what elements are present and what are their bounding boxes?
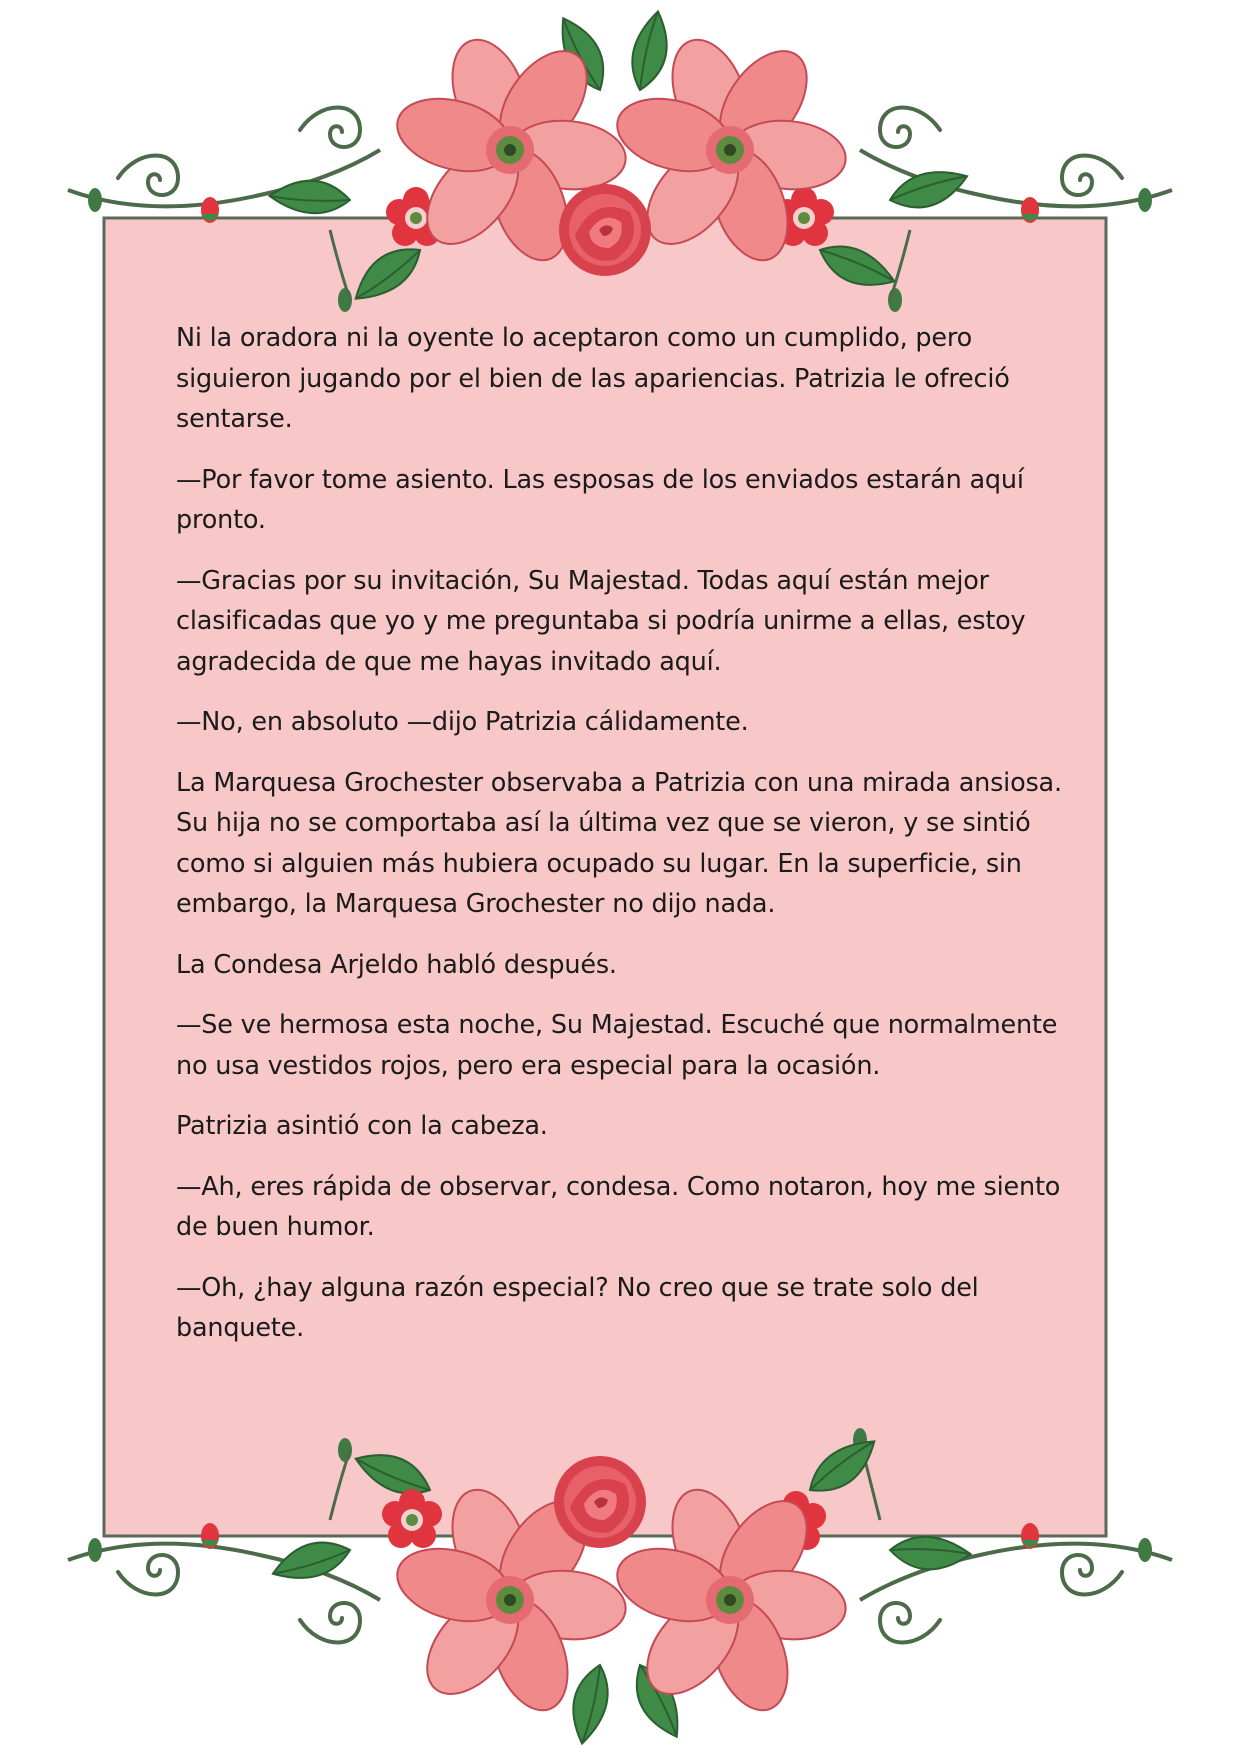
paragraph: —Oh, ¿hay alguna razón especial? No creo que se trate solo del banquete.: [176, 1272, 979, 1343]
paragraph: Ni la oradora ni la oyente lo aceptaron como un cumplido, pero siguieron jugando por el bien de las apariencias. Patrizia le ofreció sentarse.: [176, 323, 1010, 434]
paragraph: La Condesa Arjeldo habló después.: [176, 949, 617, 980]
story-text: [176, 318, 1066, 1369]
paragraph: —No, en absoluto —dijo Patrizia cálidamente.: [176, 707, 749, 737]
paragraph: —Por favor tome asiento. Las esposas de los enviados estarán aquí pronto.: [176, 464, 1024, 535]
paragraph: La Marquesa Grochester observaba a Patrizia con una mirada ansiosa. Su hija no se comportaba así la última vez que se vieron, y se sintió como si alguien más hubiera ocupado su lugar. En la superficie, sin embargo, la Marquesa Grochester no dijo nada.: [176, 767, 1062, 919]
paragraph: Patrizia asintió con la cabeza.: [176, 1111, 548, 1141]
paragraph: —Ah, eres rápida de observar, condesa. Como notaron, hoy me siento de buen humor.: [176, 1171, 1061, 1242]
paragraph: —Se ve hermosa esta noche, Su Majestad. Escuché que normalmente no usa vestidos rojos, pero era especial para la ocasión.: [176, 1010, 1058, 1081]
paragraph: —Gracias por su invitación, Su Majestad. Todas aquí están mejor clasificadas que yo y me preguntaba si podría unirme a ellas, estoy agradecida de que me hayas invitado aquí.: [176, 565, 1026, 677]
